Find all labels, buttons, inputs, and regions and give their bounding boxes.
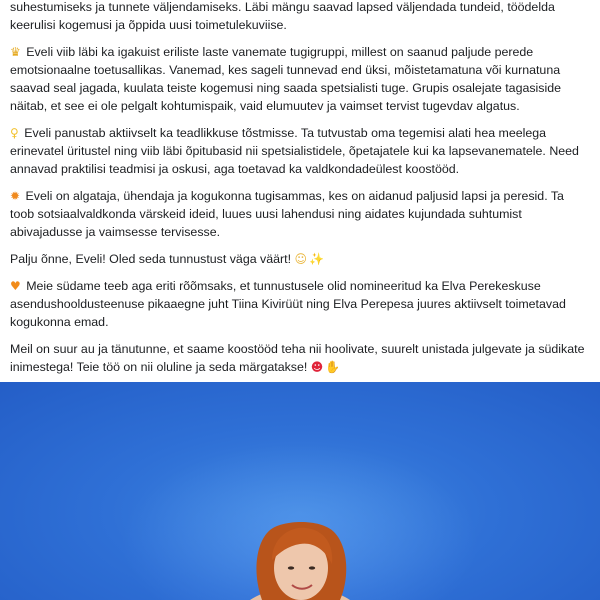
post-photo[interactable] xyxy=(0,382,600,600)
clapping-hands-icon: ✋ xyxy=(325,360,341,374)
sparkles-icon: ✨ xyxy=(309,252,324,266)
post-paragraph xyxy=(10,43,590,115)
heart-eyes-icon: ☻ xyxy=(310,360,324,374)
sparkle-burst-icon: ✹ xyxy=(10,189,21,203)
paragraph-text: suhestumiseks ja tunnete väljendamiseks. Läbi mängu saavad lapsed väljendada tundeid, töödelda keerulisi kogemusi ja õppida uusi toimetulekuviise. xyxy=(10,0,555,32)
paragraph-text: Meil on suur au ja tänutunne, et saame koostööd teha nii hoolivate, suurelt unistada julgevate ja südikate inimestega! Teie töö on nii oluline ja seda märgatakse! xyxy=(10,342,585,374)
paragraph-text: Eveli on algataja, ühendaja ja kogukonna tugisammas, kes on aidanud paljusid lapsi ja peresid. Ta toob sotsiaalvaldkonda värskeid ideid, luues uusi lahendusi ning aidates kujundada suhtumist abivajadusse ja vaimsesse tervisesse. xyxy=(10,189,564,239)
paragraph-text: Meie südame teeb aga eriti rõõmsaks, et tunnustusele olid nomineeritud ka Elva Perekeskuse asendushooldusteenuse pikaaegne juht Tiina Kivirüüt ning Elva Perepesa juures aktiivselt toimetavad kogukonna emad. xyxy=(10,279,566,329)
post-paragraph xyxy=(10,124,590,178)
woman-portrait xyxy=(0,382,600,600)
light-bulb-icon: ♀ xyxy=(10,126,19,140)
paragraph-text: Palju õnne, Eveli! Oled seda tunnustust väga väärt! xyxy=(10,252,292,266)
post-paragraph xyxy=(10,277,590,331)
paragraph-text: Eveli viib läbi ka igakuist eriliste laste vanemate tugigruppi, millest on saanud paljude perede emotsionaalne toetusallikas. Vanemad, kes sageli tunnevad end üksi, mõistetamatuna või kurnatuna saavad seal jagada, kuulata teiste kogemusi ning saada spetsialisti tuge. Grupis osalejate tagasiside näitab, et see ei ole pelgalt kohtumispaik, vaid elumuutev ja vaimset tervist tugevdav algatus. xyxy=(10,45,562,113)
post-paragraph xyxy=(10,0,590,34)
post-paragraph xyxy=(10,187,590,241)
crown-icon: ♛ xyxy=(10,45,21,59)
party-face-icon: ☺ xyxy=(294,252,307,266)
post-paragraph xyxy=(10,340,590,376)
orange-heart-icon: ♥ xyxy=(10,279,21,293)
paragraph-text: Eveli panustab aktiivselt ka teadlikkuse tõstmisse. Ta tutvustab oma tegemisi alati hea meelega erinevatel üritustel ning viib läbi õpitubasid nii spetsialistidele, õpetajatele kui ka lapsevanematele. Need annavad praktilisi teadmisi ja oskusi, aga toetavad ka valdkondadeülest koostööd. xyxy=(10,126,579,176)
post-paragraph xyxy=(10,250,590,268)
